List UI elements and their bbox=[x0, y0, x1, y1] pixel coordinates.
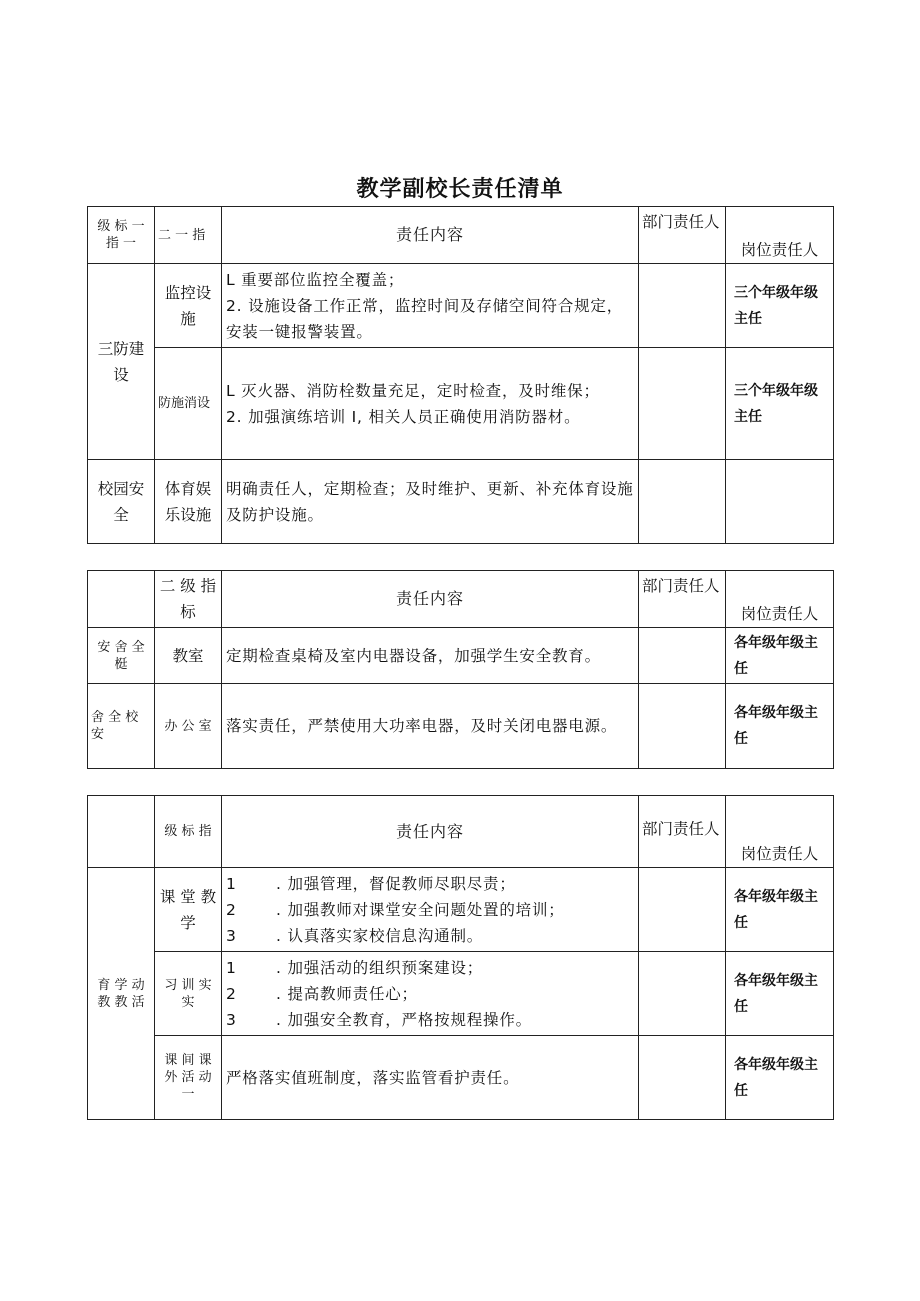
header-dept: 部门责任人 bbox=[639, 571, 726, 628]
group-label: 舍 全 校 安 bbox=[88, 684, 155, 769]
dept-cell bbox=[639, 684, 726, 769]
item-text: . 加强教师对课堂安全问题处置的培训； bbox=[276, 900, 565, 919]
header-post: 岗位责任人 bbox=[726, 571, 834, 628]
post-cell: 各年级年级主任 bbox=[726, 628, 834, 684]
table-header-row bbox=[88, 796, 834, 868]
content-line: 2. 设施设备工作正常，监控时间及存储空间符合规定，安装一键报警装置。 bbox=[226, 296, 624, 341]
sub-label: 习 训 实 实 bbox=[155, 952, 222, 1036]
item-number: 3 bbox=[226, 926, 237, 945]
group-label: 校园安全 bbox=[88, 460, 155, 544]
header-dept: 部门责任人 bbox=[639, 207, 726, 264]
content-line: L 灭火器、消防栓数量充足，定时检查，及时维保； bbox=[226, 381, 600, 400]
header-post: 岗位责任人 bbox=[726, 207, 834, 264]
table-row bbox=[88, 348, 834, 460]
content-cell: 落实责任，严禁使用大功率电器，及时关闭电器电源。 bbox=[222, 684, 639, 769]
header-level1: 级 标 一 指 一 bbox=[88, 207, 155, 264]
header-post: 岗位责任人 bbox=[726, 796, 834, 868]
list-item bbox=[226, 897, 636, 923]
group-label: 育 学 动 教 教 活 bbox=[88, 868, 155, 1120]
item-text: . 加强活动的组织预案建设； bbox=[276, 958, 484, 977]
post-cell: 三个年级年级主任 bbox=[726, 264, 834, 348]
dept-cell bbox=[639, 868, 726, 952]
dept-cell bbox=[639, 952, 726, 1036]
group-label: 安 舍 全 梃 bbox=[88, 628, 155, 684]
content-cell bbox=[222, 348, 639, 460]
item-number: 2 bbox=[226, 984, 237, 1003]
table-row bbox=[88, 684, 834, 769]
table-header-row bbox=[88, 207, 834, 264]
table-row bbox=[88, 868, 834, 952]
content-line: 2. 加强演练培训 I, 相关人员正确使用消防器材。 bbox=[226, 407, 581, 426]
table-row bbox=[88, 460, 834, 544]
content-cell bbox=[222, 868, 639, 952]
content-line: L 重要部位监控全覆盖； bbox=[226, 270, 405, 289]
post-cell: 各年级年级主任 bbox=[726, 684, 834, 769]
sub-label: 课 间 课 外 活 动 一 bbox=[155, 1036, 222, 1120]
list-item bbox=[226, 871, 636, 897]
group-label: 三防建设 bbox=[88, 264, 155, 460]
item-text: . 认真落实家校信息沟通制。 bbox=[276, 926, 484, 945]
responsibility-table-1 bbox=[87, 206, 834, 544]
dept-cell bbox=[639, 264, 726, 348]
dept-cell bbox=[639, 460, 726, 544]
dept-cell bbox=[639, 628, 726, 684]
header-level2: 级 标 指 bbox=[155, 796, 222, 868]
dept-cell bbox=[639, 1036, 726, 1120]
item-text: . 提高教师责任心； bbox=[276, 984, 418, 1003]
item-number: 2 bbox=[226, 900, 237, 919]
header-level1 bbox=[88, 571, 155, 628]
table-row bbox=[88, 952, 834, 1036]
post-cell: 各年级年级主任 bbox=[726, 1036, 834, 1120]
post-cell bbox=[726, 460, 834, 544]
sub-label: 课 堂 教学 bbox=[155, 868, 222, 952]
header-dept: 部门责任人 bbox=[639, 796, 726, 868]
item-number: 1 bbox=[226, 958, 237, 977]
content-cell bbox=[222, 952, 639, 1036]
header-content: 责任内容 bbox=[222, 796, 639, 868]
content-cell: 定期检查桌椅及室内电器设备，加强学生安全教育。 bbox=[222, 628, 639, 684]
content-cell: 明确责任人，定期检查；及时维护、更新、补充体育设施及防护设施。 bbox=[222, 460, 639, 544]
sub-label: 体育娱乐设施 bbox=[155, 460, 222, 544]
header-content: 责任内容 bbox=[222, 571, 639, 628]
list-item bbox=[226, 1007, 636, 1033]
table-row bbox=[88, 1036, 834, 1120]
table-row bbox=[88, 628, 834, 684]
header-level1 bbox=[88, 796, 155, 868]
post-cell: 各年级年级主任 bbox=[726, 868, 834, 952]
item-number: 1 bbox=[226, 874, 237, 893]
header-content: 责任内容 bbox=[222, 207, 639, 264]
post-cell: 各年级年级主任 bbox=[726, 952, 834, 1036]
header-level2: 二 一 指 bbox=[155, 207, 222, 264]
content-cell bbox=[222, 264, 639, 348]
item-text: . 加强安全教育，严格按规程操作。 bbox=[276, 1010, 532, 1029]
item-number: 3 bbox=[226, 1010, 237, 1029]
list-item bbox=[226, 955, 636, 981]
list-item bbox=[226, 981, 636, 1007]
sub-label: 教室 bbox=[155, 628, 222, 684]
table-header-row bbox=[88, 571, 834, 628]
page-title: 教学副校长责任清单 bbox=[356, 177, 564, 202]
sub-label: 办 公 室 bbox=[155, 684, 222, 769]
item-text: . 加强管理，督促教师尽职尽责； bbox=[276, 874, 516, 893]
responsibility-table-2 bbox=[87, 570, 834, 769]
list-item bbox=[226, 923, 636, 949]
post-cell: 三个年级年级主任 bbox=[726, 348, 834, 460]
header-level2: 二 级 指标 bbox=[155, 571, 222, 628]
sub-label: 监控设施 bbox=[155, 264, 222, 348]
responsibility-table-3 bbox=[87, 795, 834, 1120]
sub-label: 防施消设 bbox=[155, 348, 222, 460]
table-row bbox=[88, 264, 834, 348]
dept-cell bbox=[639, 348, 726, 460]
content-cell: 严格落实值班制度，落实监管看护责任。 bbox=[222, 1036, 639, 1120]
